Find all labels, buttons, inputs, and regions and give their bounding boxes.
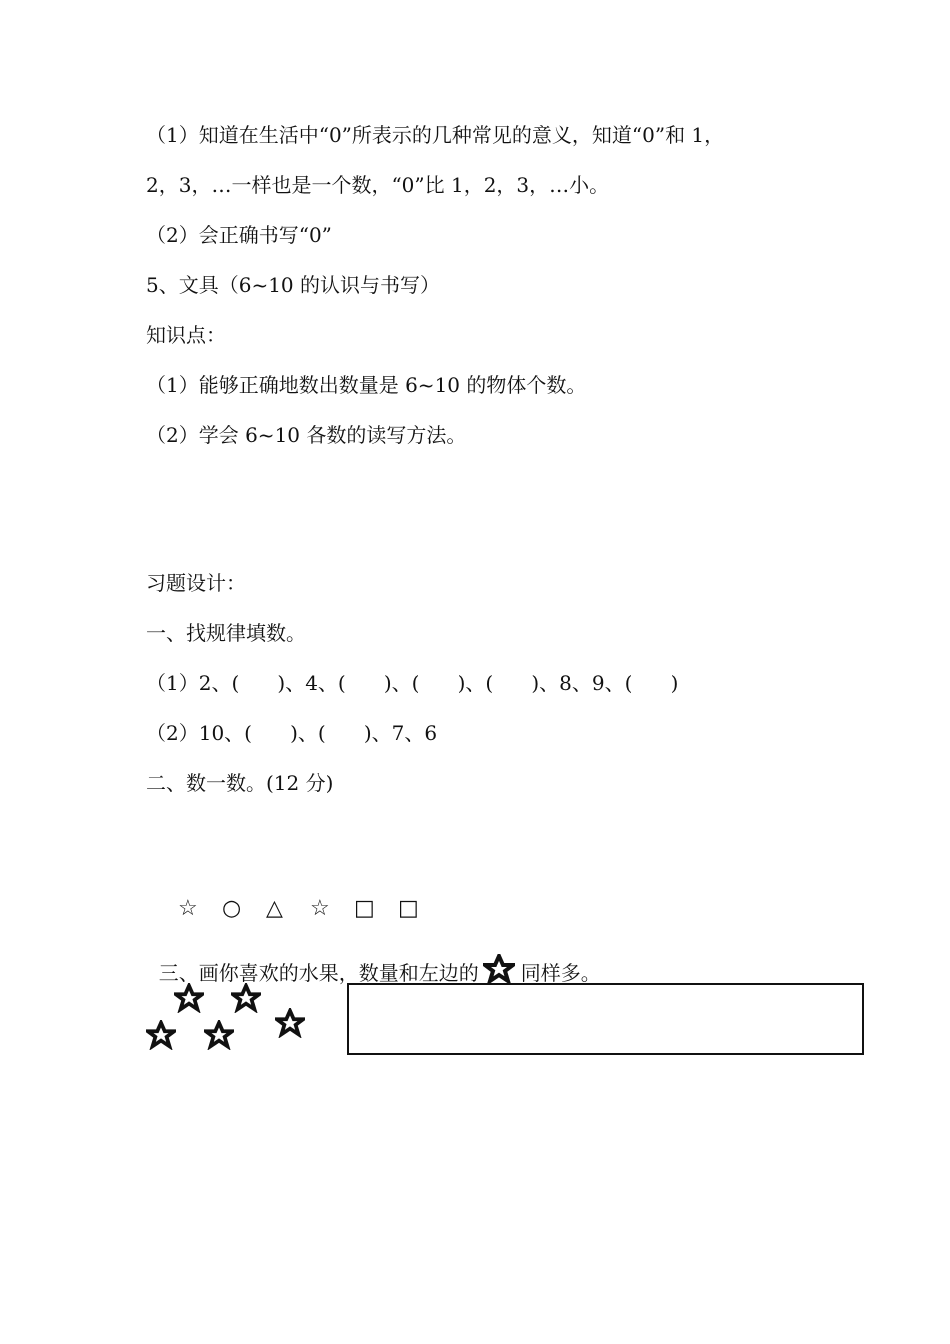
star-icon [483, 954, 515, 984]
star-icon [275, 1008, 305, 1038]
square-shape: □ [398, 896, 419, 921]
star-icon [204, 1020, 234, 1050]
question-1-part-1: （1）2、( )、4、( )、( )、( )、8、9、( ) [146, 671, 679, 695]
question-3-text-before: 三、画你喜欢的水果，数量和左边的 [158, 961, 479, 985]
shape-row [164, 870, 442, 922]
section-heading-stationery: 5、文具（6~10 的认识与书写） [146, 273, 441, 297]
question-3-heading [146, 928, 601, 986]
square-shape: □ [354, 896, 375, 921]
line-point-1: （1）能够正确地数出数量是 6~10 的物体个数。 [146, 373, 587, 397]
line-knowledge-1: （1）知道在生活中“0”所表示的几种常见的意义，知道“0”和 1， [146, 123, 725, 147]
question-2-heading: 二、数一数。(12 分) [146, 771, 334, 795]
star-icon [231, 983, 261, 1013]
knowledge-points-label: 知识点： [146, 323, 226, 347]
star-icon [174, 983, 204, 1013]
star-outline-shape: ☆ [178, 896, 198, 921]
line-knowledge-1-cont: 2，3，…一样也是一个数，“0”比 1，2，3，…小。 [146, 173, 610, 197]
exercise-design-heading: 习题设计： [146, 571, 246, 595]
triangle-shape: △ [266, 896, 283, 921]
question-3-text-after: 同样多。 [520, 961, 601, 985]
line-point-2: （2）学会 6~10 各数的读写方法。 [146, 423, 467, 447]
line-knowledge-2: （2）会正确书写“0” [146, 223, 332, 247]
question-1-part-2: （2）10、( )、( )、7、6 [146, 721, 438, 745]
question-1-heading: 一、找规律填数。 [146, 621, 306, 645]
star-icon [146, 1020, 176, 1050]
drawing-answer-box[interactable] [347, 983, 864, 1055]
circle-shape: ○ [222, 896, 242, 921]
star-outline-shape: ☆ [310, 896, 330, 921]
